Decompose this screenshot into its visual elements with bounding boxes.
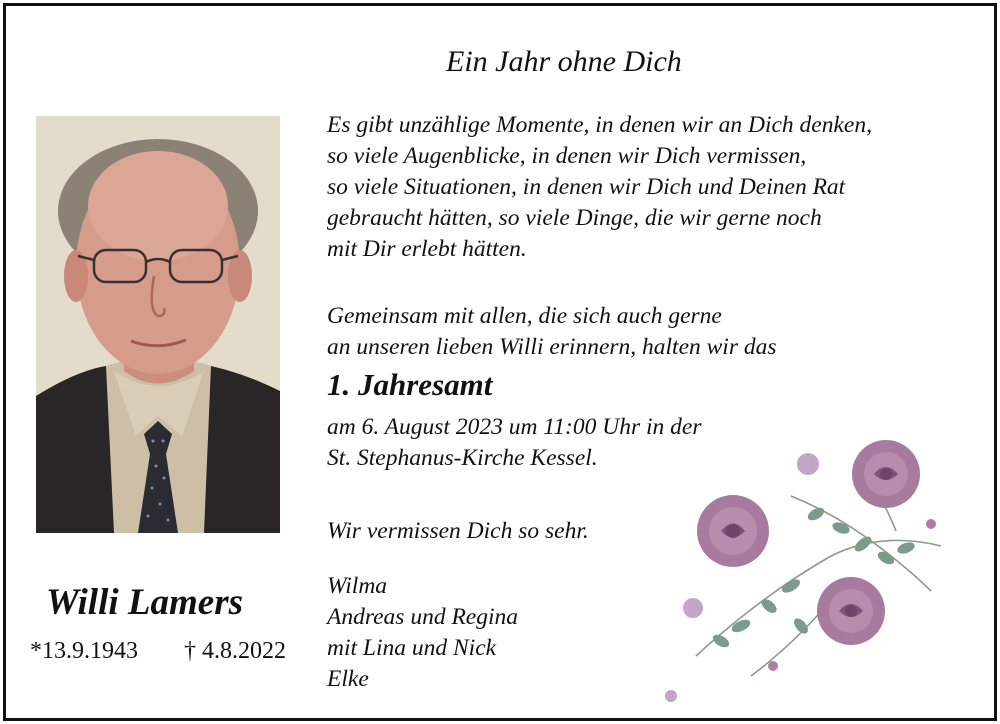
event-detail-line: St. Stephanus-Kirche Kessel. xyxy=(327,445,598,471)
obituary-frame xyxy=(3,3,997,721)
verse-line: so viele Situationen, in denen wir Dich und Deinen Rat xyxy=(327,174,846,200)
signer: Andreas und Regina xyxy=(327,604,519,630)
verse-line: gebraucht hätten, so viele Dinge, die wir gerne noch xyxy=(327,205,822,231)
signer: Elke xyxy=(327,666,369,692)
closing-line: Wir vermissen Dich so sehr. xyxy=(327,518,589,544)
signer: mit Lina und Nick xyxy=(327,635,497,661)
birth-date: *13.9.1943 xyxy=(30,638,138,664)
event-title: 1. Jahresamt xyxy=(327,367,493,402)
heading: Ein Jahr ohne Dich xyxy=(446,45,682,78)
portrait-photo xyxy=(36,116,280,533)
verse-line: Es gibt unzählige Momente, in denen wir an Dich denken, xyxy=(327,112,872,138)
verse-line: mit Dir erlebt hätten. xyxy=(327,236,527,262)
roses-decoration xyxy=(641,436,991,718)
death-date: † 4.8.2022 xyxy=(184,638,286,664)
verse xyxy=(327,110,872,265)
signer: Wilma xyxy=(327,573,388,599)
life-dates xyxy=(30,638,286,665)
verse-line: so viele Augenblicke, in denen wir Dich vermissen, xyxy=(327,143,807,169)
signers xyxy=(327,571,518,695)
invitation-line: Gemeinsam mit allen, die sich auch gerne xyxy=(327,303,722,329)
deceased-name: Willi Lamers xyxy=(46,582,243,623)
event-detail-line: am 6. August 2023 um 11:00 Uhr in der xyxy=(327,414,702,440)
invitation-line: an unseren lieben Willi erinnern, halten wir das xyxy=(327,334,777,360)
invitation xyxy=(327,301,777,363)
